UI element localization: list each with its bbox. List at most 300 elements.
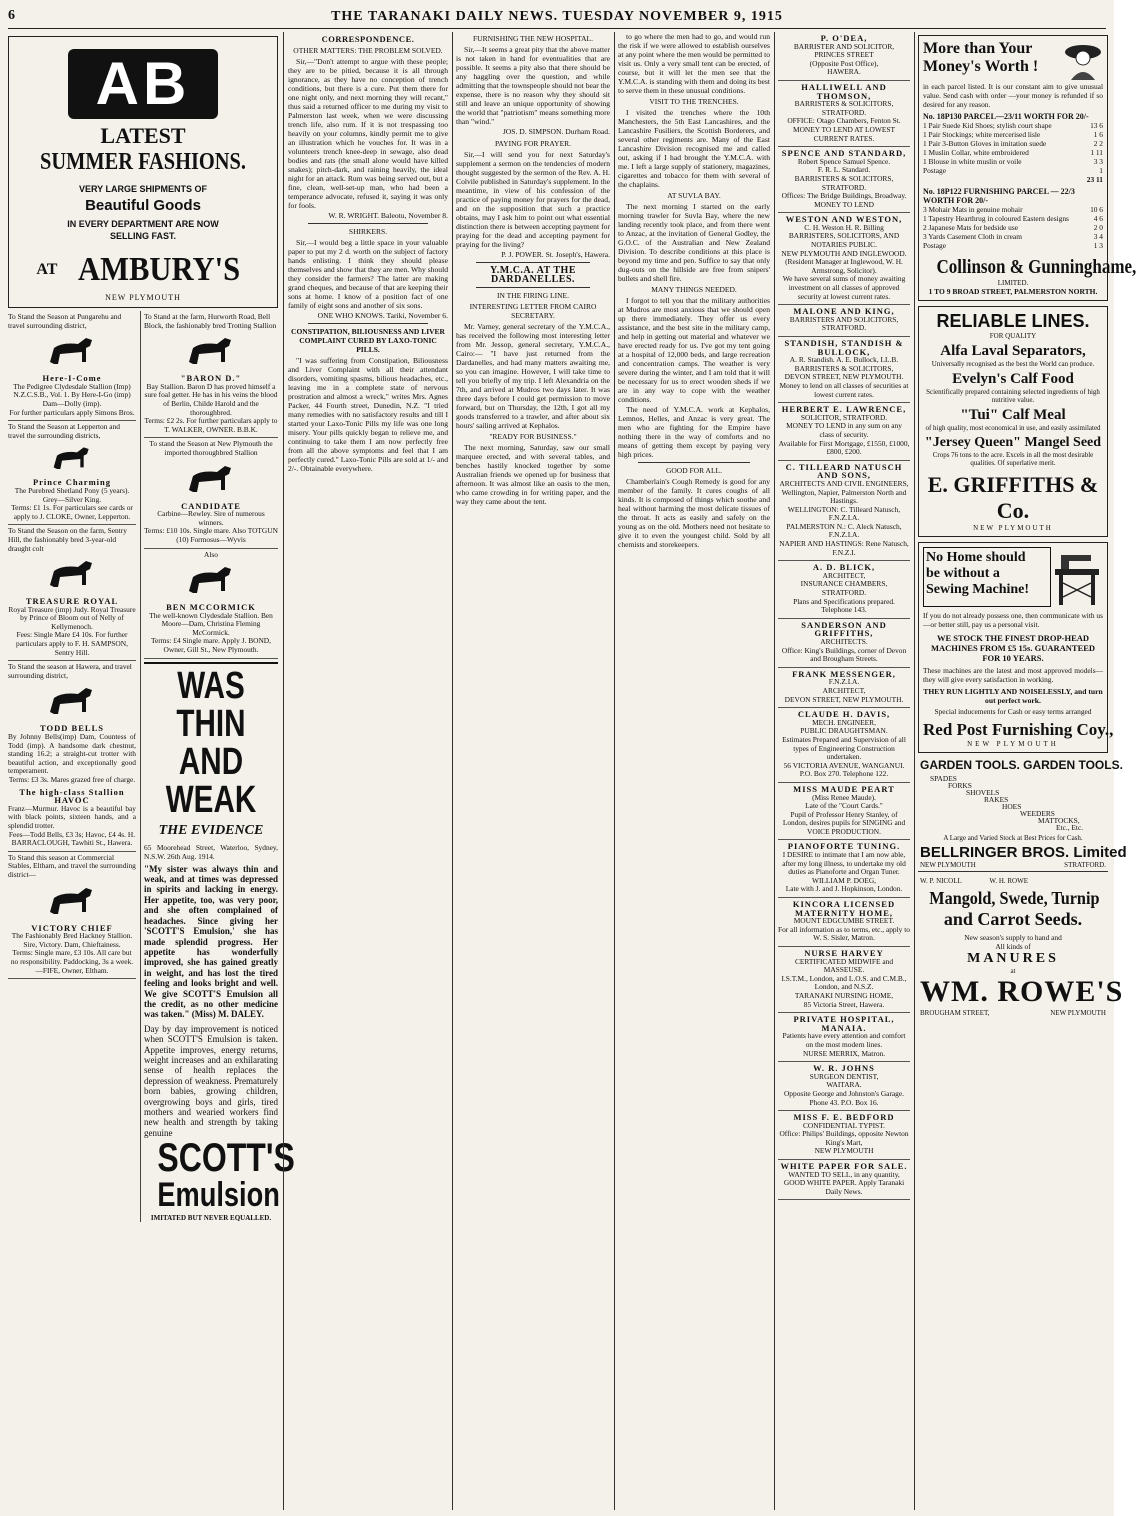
column-rule bbox=[283, 32, 284, 1510]
stallion-desc: The Pedigree Clydesdale Stallion (Imp) N.Z.C.S.B., Vol. 1. By Here-I-Go (imp) Dam—Dolly (imp). bbox=[13, 381, 131, 408]
product-jersey-queen: "Jersey Queen" Mangel Seed bbox=[924, 435, 1102, 450]
card-line: DEVON STREET, NEW PLYMOUTH. bbox=[784, 372, 904, 382]
ambury-at: AT bbox=[36, 261, 58, 278]
article-body: I forgot to tell you that the military authorities at Mudros are most anxious that we should open up there immediately. They offer us every assistance, and the best site in the military camp, and help in getting out material and whatever we have erected ready for us. I've got my tent going at a hospital of 12,000 beds, and large recreation and concentration camps. The weather is very severe during the winter, and I am told that it will be necessary for us to erect wooden sheds if we are in any way to cope with the weather conditions. bbox=[618, 296, 770, 404]
professional-card bbox=[778, 1160, 910, 1200]
professional-card bbox=[778, 783, 910, 841]
card-line: STRATFORD. bbox=[821, 323, 867, 333]
professional-card bbox=[778, 213, 910, 305]
stallion-intro: To Stand the Season at Lepperton and travel the surrounding districts, bbox=[8, 422, 120, 440]
bellringer-stock: A Large and Varied Stock at Best Prices for Cash. bbox=[943, 834, 1083, 842]
tools-list bbox=[920, 774, 1106, 834]
bellringer-town1: NEW PLYMOUTH bbox=[920, 861, 976, 869]
divider bbox=[476, 287, 590, 288]
professional-card bbox=[778, 81, 910, 147]
parcel-item bbox=[923, 148, 1103, 157]
horse-icon bbox=[181, 460, 241, 500]
professional-card bbox=[778, 32, 910, 81]
card-line: Plans and Specifications prepared. bbox=[793, 596, 895, 606]
letter-body: Sir,—I will send you for next Saturday's supplement a sermon on the tendencies of modern thought suggested by the sermon of the Rev. A. H. Colvile published in Saturday's supplement. In the meantime, in view of his confession of the practice of paying money for prayers for the dead, and on the supposition that such a practice obtains, may I ask him to point out what essential distinction there is between accepting payment for praying for the dead and accepting payment for praying for the living? bbox=[456, 150, 610, 249]
card-line: Money to lend on all classes of securities at lowest current rates. bbox=[779, 380, 909, 399]
column-adverts bbox=[918, 32, 1136, 1510]
redpost-headline3: Sewing Machine! bbox=[926, 582, 1030, 597]
advert-subheading: CONSTIPATION, BILIOUSNESS AND LIVER COMPLAINT CURED BY LAXO-TONIC PILLS. bbox=[291, 327, 445, 354]
scotts-evidence: THE EVIDENCE bbox=[158, 822, 264, 838]
redpost-headline1: No Home should bbox=[926, 550, 1026, 565]
rowe-headline1: Mangold, Swede, Turnip bbox=[929, 888, 1100, 908]
article-body: I visited the trenches where the 10th Manchesters, the 5th East Lancashires, and the Lancashire Fusiliers, the Scottish Borderers, and several other regiments are. Many of the East Lancashire Division recognised me and called out, asking if I had brought the Y.M.C.A. with me. I left a large supply of stationery, magazines, cigarettes and tobacco for them with several of the chaplains. bbox=[618, 108, 770, 189]
card-line: MONEY TO LEND in any sum on any class of security. bbox=[786, 421, 902, 439]
letter-signature: ONE WHO KNOWS. Tariki, November 6. bbox=[317, 311, 448, 320]
card-line: BARRISTERS, SOLICITORS, AND bbox=[788, 231, 900, 241]
card-line: (Miss Renee Maude). bbox=[812, 792, 876, 802]
redpost-desc: These machines are the latest and most approved models—they will give every satisfaction in working. bbox=[923, 666, 1103, 684]
bellringer-towns bbox=[920, 861, 1106, 869]
card-line: 85 Victoria Street, Hawera. bbox=[803, 999, 885, 1009]
bellringer-town2: STRATFORD. bbox=[1064, 861, 1106, 869]
scotts-testimonial: "My sister was always thin and weak, and at times was depressed in spirits and lacking in energy. Her appetite, too, was very poor, and she often complained of headaches. Since giving her 'SCOTT'S Emulsion,' she has made splendid progress. Her appetite has wonderfully improved, she has gained greatly in weight, and has lost the tired feeling and looks bright and well. We give SCOTT'S Emulsion all the credit, as no other medicine was taken." (Miss) M. DALEY. bbox=[144, 863, 278, 1020]
collinson-advert bbox=[918, 35, 1136, 301]
product-desc: Scientifically prepared containing selected ingredients of high nutritive value. bbox=[926, 388, 1100, 404]
professional-card bbox=[778, 1062, 910, 1111]
parcel1-title: No. 18P130 PARCEL—23/11 WORTH FOR 20/- bbox=[923, 112, 1089, 121]
professional-card bbox=[778, 840, 910, 898]
griffiths-quality: FOR QUALITY bbox=[989, 332, 1037, 340]
stallion-desc: The Purebred Shetland Pony (5 years). Grey—Silver King. bbox=[14, 485, 130, 504]
letter-subheading: PAYING FOR PRAYER. bbox=[494, 139, 572, 148]
redpost-header bbox=[923, 547, 1103, 607]
stallion-card bbox=[144, 438, 278, 548]
card-line: Patients have every attention and comfort on the most modern lines. bbox=[782, 1031, 906, 1049]
bellringer-advert bbox=[918, 756, 1127, 872]
collinson-name: Collinson & Gunninghame, bbox=[936, 256, 1136, 278]
card-line: WANTED TO SELL, in any quantity, GOOD WHITE PAPER. Apply Taranaki Daily News. bbox=[783, 1169, 905, 1196]
letter-subheading: SHIRKERS. bbox=[348, 227, 388, 236]
card-line: BARRISTERS & SOLICITORS, bbox=[794, 99, 894, 109]
lady-portrait-icon bbox=[1063, 40, 1103, 80]
parcel-item bbox=[923, 166, 1103, 175]
column-correspondence bbox=[288, 32, 448, 1510]
stallion-intro: To Stand the season at Hawera, and travel surrounding district, bbox=[8, 662, 132, 680]
pony-icon bbox=[47, 442, 97, 476]
stallion-desc: By Johnny Bells(imp) Dam, Countess of Todd (imp). A handsome dark chestnut, standing 16.2; a straight-cut trotter with beautiful action, and exceptionally good temperament. bbox=[8, 732, 136, 776]
card-name: A. D. BLICK, bbox=[812, 562, 876, 573]
article-body: The next morning I started on the early morning trawler for Suvla Bay, where the new landing recently took place, and from there went to Anzac, at the invitation of General Godley, the G.O.C. of the Australian and New Zealand Division. To describe conditions at this place is beyond my time and pen. Suffice to say that only dug-outs on the hillside are free from snipers' bullets and shell fire. bbox=[618, 202, 770, 283]
parcel-item-text: 3 Mohair Mats in genuine mohair bbox=[923, 205, 1023, 214]
newspaper-title: THE TARANAKI DAILY NEWS. TUESDAY NOVEMBER 9, 1915 bbox=[331, 9, 783, 24]
card-line: STRATFORD. bbox=[821, 107, 867, 117]
stallion-col-left bbox=[8, 311, 136, 1222]
card-line: MONEY TO LEND bbox=[814, 199, 874, 209]
card-name: NURSE HARVEY bbox=[804, 948, 884, 958]
letter-body: Sir,—"Don't attempt to argue with these people; they are to be pitied, because it is all through ignorance, as they have no conception of trench conditions, but there is a cure. Put them there for one night only, and next morning they will recant," thus said a returned officer to me during my visit to Palmerston last week, when we were discussing trench life, also rum. If it is not trespassing too heavily on your columns, kindly permit me to give an illustration which he vouches for. It was in a volunteers trench knee-deep in sewage, also dead bodies and rats (the small alone would have killed snakes); pitch-dark, and raining heavily, the ideal night for an attack. Rum was being served out, but a fine, clean, well-set-up man, who had been a temperance advocate, refused it, saying it was only for fools. bbox=[288, 57, 448, 210]
stallion-card bbox=[8, 525, 136, 661]
card-line: I DESIRE to intimate that I am now able, after my long illness, to undertake my old duties as Pianoforte and Organ Tuner. bbox=[782, 850, 906, 877]
card-name: SANDERSON AND GRIFFITHS, bbox=[801, 619, 887, 639]
card-line: PRINCES STREET bbox=[814, 50, 874, 60]
rowe-address bbox=[920, 1009, 1106, 1017]
letter-signature: W. R. WRIGHT. Baleotu, November 8. bbox=[328, 211, 448, 220]
stallion-footer: Fees: Single Mare £4 10s. For further particulars apply to F. H. SAMPSON, Sentry Hill. bbox=[16, 630, 128, 657]
article-body: The need of Y.M.C.A. work at Kephalos, Lemnos, Helles, and Anzac is very great. The men who are fighting for the Empire have nothing there in the way of comforts and no means of getting them except by paying very high prices. bbox=[618, 405, 770, 459]
card-line: MOUNT EDGCUMBE STREET. bbox=[793, 916, 895, 926]
column-rule bbox=[614, 32, 615, 1510]
griffiths-advert bbox=[918, 306, 1108, 537]
parcel-item bbox=[923, 232, 1103, 241]
stallion-footer: Terms: £3 3s. Mares grazed free of charge. bbox=[8, 775, 136, 784]
parcel-item-text: Postage bbox=[923, 166, 946, 175]
card-line: F. R. L. Standard. bbox=[817, 165, 871, 175]
ambury-line4: SELLING FAST. bbox=[109, 231, 176, 241]
rowe-at: at bbox=[1010, 967, 1016, 975]
rowe-town: NEW PLYMOUTH bbox=[1050, 1009, 1106, 1017]
parcel-item-price: 1 bbox=[1099, 166, 1103, 175]
card-name: STANDISH, STANDISH & BULLOCK, bbox=[784, 338, 904, 357]
professional-card bbox=[778, 668, 910, 708]
parcel-item-text: 3 Yards Casement Cloth in cream bbox=[923, 232, 1022, 241]
stallion-footer: Terms: £4 Single mare. Apply J. BOND, Owner, Gill St., New Plymouth. bbox=[151, 636, 271, 655]
horse-icon bbox=[181, 561, 241, 601]
card-name: PIANOFORTE TUNING. bbox=[787, 841, 901, 852]
product-desc: Crops 76 tons to the acre. Excels in all the most desirable qualities. Of superlative merit. bbox=[932, 451, 1094, 467]
article-subheading: VISIT TO THE TRENCHES. bbox=[649, 97, 739, 106]
stallion-card bbox=[144, 549, 278, 659]
redpost-special: Special inducements for Cash or easy terms arranged bbox=[934, 707, 1092, 716]
professional-card bbox=[778, 147, 910, 213]
stallion-grid bbox=[8, 311, 295, 1223]
parcel-item-text: 1 Pair 3-Button Gloves in imitation suede bbox=[923, 139, 1047, 148]
ambury-line2: Beautiful Goods bbox=[85, 197, 201, 214]
stallion-card bbox=[8, 661, 136, 852]
parcel-item bbox=[923, 241, 1103, 250]
product-tui-calf-meal: "Tui" Calf Meal bbox=[960, 407, 1066, 423]
tool-item: HOES bbox=[1002, 802, 1022, 811]
column-professional-cards bbox=[778, 32, 910, 1510]
card-line: CONFIDENTIAL TYPIST. bbox=[803, 1120, 885, 1130]
ambury-line3: IN EVERY DEPARTMENT ARE NOW bbox=[67, 219, 219, 229]
rowe-names: W. P. NICOLL W. H. ROWE bbox=[920, 877, 1028, 885]
griffiths-name: E. GRIFFITHS & Co. bbox=[927, 472, 1099, 523]
product-alfa-laval: Alfa Laval Separators, bbox=[940, 343, 1086, 359]
article-body: The next morning, Saturday, saw our small marquee erected, and with several tables, and benches hastily knocked together by some Australian friends we opened up for business that afternoon. It was almost like an oasis to the men, who came crowding in for writing paper, and the way they came about the tent. bbox=[456, 443, 610, 506]
stallion-footer: Terms: £1 1s. For particulars see cards or apply to J. CLOKE, Owner, Lepperton. bbox=[11, 503, 133, 521]
professional-card bbox=[778, 337, 910, 403]
letter-subheading: FURNISHING THE NEW HOSPITAL. bbox=[473, 34, 593, 43]
letter-body: Sir,—It seems a great pity that the above matter is not taken in hand for eventualities that are possible. It seems a pity also that there should be any haggling over the question, and while admitting that the townspeople should not bear the expense, there is no reason why they should sit still and leave an unique opportunity of showing the world that "patriotism" means something more than "wind." bbox=[456, 45, 610, 126]
parcel-item-price: 3 3 bbox=[1093, 157, 1103, 166]
letter-signature: P. J. POWER. St. Joseph's, Hawera. bbox=[501, 250, 610, 259]
griffiths-town: NEW PLYMOUTH bbox=[973, 524, 1053, 532]
rowe-advert bbox=[918, 875, 1124, 1019]
collinson-headline1: More than Your bbox=[923, 40, 1033, 57]
card-line: TARANAKI NURSING HOME, bbox=[794, 990, 894, 1000]
stallion-intro: To stand the Season at New Plymouth the imported thoroughbred Stallion bbox=[149, 439, 273, 457]
parcel-item-price: 1 11 bbox=[1090, 148, 1103, 157]
card-line: Available for First Mortgage, £1550, £1000, £800, £200. bbox=[778, 438, 910, 457]
parcel-item bbox=[923, 130, 1103, 139]
ab-logo: AB bbox=[68, 49, 218, 119]
stallion-col-right bbox=[140, 311, 295, 1223]
horse-icon bbox=[42, 555, 102, 595]
advert-subheading: GOOD FOR ALL. bbox=[665, 466, 723, 475]
professional-card bbox=[778, 619, 910, 668]
ymca-heading: Y.M.C.A. AT THE DARDANELLES. bbox=[489, 265, 577, 285]
card-line: NURSE MERRIX, Matron. bbox=[802, 1048, 886, 1058]
card-line: C. H. Weston H. R. Billing bbox=[804, 222, 884, 232]
redpost-town: NEW PLYMOUTH bbox=[967, 740, 1059, 748]
horse-icon bbox=[42, 332, 102, 372]
article-subheading: MANY THINGS NEEDED. bbox=[651, 285, 737, 294]
stallion-footer: Terms: Single mare, £3 10s. All care but no responsibility. Paddocking, 3s a week. —FIFE, Owner, Eltham. bbox=[10, 948, 134, 975]
scotts-tagline: IMITATED BUT NEVER EQUALLED. bbox=[150, 1214, 272, 1223]
stallion-intro: Also bbox=[204, 549, 218, 559]
parcel-item-price: 4 6 bbox=[1093, 214, 1103, 223]
parcel-item-price: 2 2 bbox=[1093, 139, 1103, 148]
scotts-brand1: SCOTT'S bbox=[157, 1136, 295, 1181]
card-line: CERTIFICATED MIDWIFE and MASSEUSE. bbox=[794, 956, 894, 975]
divider bbox=[308, 323, 428, 324]
collinson-intro: in each parcel listed. It is our constant aim to give unusual value. Send cash with order —your money is refunded if so desired for any reason. bbox=[923, 82, 1103, 109]
card-name: FRANK MESSENGER, bbox=[792, 668, 896, 679]
ambury-town: NEW PLYMOUTH bbox=[105, 293, 181, 302]
card-line: Phone 43. P.O. Box 16. bbox=[809, 1097, 879, 1107]
card-line: Pupil of Professor Henry Stanley, of London, desires pupils for SINGING and VOICE PRODUCTION. bbox=[782, 809, 906, 836]
stallion-name: Prince Charming bbox=[32, 477, 112, 488]
stallion-name: CANDIDATE bbox=[181, 500, 241, 511]
stallion-name: TODD BELLS bbox=[40, 723, 104, 734]
stallion-desc: The Fashionably Bred Hackney Stallion. Sire, Victory. Dam, Chieftainess. bbox=[11, 931, 133, 949]
tool-item: MATTOCKS, bbox=[1038, 816, 1080, 825]
divider bbox=[308, 223, 428, 224]
collinson-limited: LIMITED. bbox=[997, 279, 1029, 287]
card-line: OFFICE: Otago Chambers, Fenton St. bbox=[787, 116, 901, 126]
scotts-body: Day by day improvement is noticed when SCOTT'S Emulsion is taken. Appetite improves, energy returns, weight increases and an exhilarating sense of health replaces the depression of weakness. Prematurely born babies, growing children, overgrowing boys and girls, tired mothers and wearied workers find new health and strength by taking genuine bbox=[144, 1023, 278, 1138]
stallion-card bbox=[8, 852, 136, 979]
parcel-item-text: 1 Blouse in white muslin or voile bbox=[923, 157, 1022, 166]
professional-card bbox=[778, 947, 910, 1013]
stallion-intro: To Stand at the farm, Hurworth Road, Bell Block, the fashionably bred Trotting Stallion bbox=[144, 312, 277, 330]
stallion-name: TREASURE ROYAL bbox=[25, 596, 119, 607]
card-line: BARRISTERS & SOLICITORS, bbox=[794, 173, 894, 183]
card-line: NOTARIES PUBLIC. bbox=[811, 240, 877, 250]
card-name: P. O'DEA, bbox=[820, 33, 868, 43]
ambury-advert bbox=[8, 36, 278, 308]
parcel-item-price: 1 6 bbox=[1093, 130, 1103, 139]
stallion-intro: To Stand this season at Commercial Stables, Eltham, and travel the surrounding district— bbox=[8, 852, 136, 879]
collinson-header bbox=[923, 40, 1103, 80]
parcel-item-price: 3 4 bbox=[1093, 232, 1103, 241]
tool-item: SPADES bbox=[930, 774, 957, 783]
card-line: Office: King's Buildings, corner of Devon and Brougham Streets. bbox=[781, 645, 907, 664]
card-line: A. R. Standish. A. E. Bullock, LL.B. bbox=[789, 355, 899, 365]
card-name: WESTON AND WESTON, bbox=[785, 214, 903, 225]
card-line: Late of the "Court Cards." bbox=[805, 801, 883, 811]
rowe-supply: New season's supply to hand and bbox=[964, 933, 1062, 942]
professional-card bbox=[778, 403, 910, 461]
professional-card bbox=[778, 561, 910, 619]
professional-card bbox=[778, 1111, 910, 1160]
ambury-line1: VERY LARGE SHIPMENTS OF bbox=[78, 184, 208, 194]
stallion-footer: Terms: £2 2s. For further particulars apply to T. WALKER, OWNER. B.B.K. bbox=[144, 416, 278, 434]
horse-icon bbox=[42, 882, 102, 922]
parcel-item bbox=[923, 214, 1103, 223]
rowe-street: BROUGHAM STREET, bbox=[920, 1009, 990, 1017]
ambury-name-row bbox=[15, 251, 271, 289]
stallion-name: Here-I-Come bbox=[42, 373, 102, 384]
parcel2-list bbox=[923, 205, 1103, 250]
card-name: W. R. JOHNS bbox=[813, 1063, 875, 1074]
parcel-item bbox=[923, 139, 1103, 148]
card-name: KINCORA LICENSED MATERNITY HOME, bbox=[792, 899, 896, 918]
parcel-item-price: 13 6 bbox=[1090, 121, 1103, 130]
stallion-name: BEN MCCORMICK bbox=[166, 602, 256, 613]
card-line: NEW PLYMOUTH AND INGLEWOOD. bbox=[781, 248, 907, 258]
redpost-advert bbox=[918, 542, 1114, 753]
letter-signature: JOS. D. SIMPSON. Durham Road. bbox=[502, 127, 610, 136]
tool-item: RAKES bbox=[984, 795, 1009, 804]
column-rule bbox=[452, 32, 453, 1510]
article-subheading: "READY FOR BUSINESS." bbox=[489, 432, 577, 441]
stallion-footer: Fees—Todd Bells, £3 3s; Havoc, £4 4s. H. BARRACLOUGH, Tawhiti St., Hawera. bbox=[8, 829, 136, 848]
scotts-brand2: Emulsion bbox=[157, 1176, 280, 1215]
stallion-desc: Royal Treasure (imp) Judy. Royal Treasure by Prince of Bloom out of Nelly of Kellymenoch. bbox=[8, 604, 136, 631]
card-line: ARCHITECTS. bbox=[820, 637, 868, 646]
advert-body: Chamberlain's Cough Remedy is good for any member of the family. It cures coughs of all kinds. It is composed of things which soothe and heal without harming the most delicate tissues of the throat. It acts as easily and safely on the young as on the old. Mothers need not hesitate to give it to even the youngest child. Sold by all chemists and storekeepers. bbox=[618, 477, 770, 549]
page-number: 6 bbox=[8, 8, 16, 23]
product-evelyns-calf-food: Evelyn's Calf Food bbox=[952, 371, 1074, 387]
card-line: For all information as to terms, etc., apply to W. S. Sisler, Matron. bbox=[778, 924, 910, 943]
card-line: Telephone 143. bbox=[821, 605, 867, 615]
parcel-item-text: 1 Muslin Collar, white embroidered bbox=[923, 148, 1029, 157]
card-name: C. TILLEARD NATUSCH AND SONS, bbox=[785, 461, 903, 481]
card-line: NAPIER AND HASTINGS: Rene Natusch, F.N.Z.I. bbox=[779, 539, 909, 557]
rowe-headline2: and Carrot Seeds. bbox=[943, 909, 1083, 929]
stallion-intro: To Stand the Season on the farm, Sentry Hill, the fashionably bred 3-year-old draught colt bbox=[8, 526, 127, 553]
bellringer-headline: GARDEN TOOLS. GARDEN TOOLS. bbox=[920, 758, 1123, 772]
stallion-intro: To Stand the Season at Pungarehu and travel surrounding district, bbox=[8, 312, 122, 330]
article-body: to go where the men had to go, and would run the risk if we were allowed to establish ourselves at any point where the men would be permitted to visit us. Only a very small tent can be erected, of course, but it will let the men see that the Y.M.C.A. is standing with them and doing its best to serve them in these unusual conditions. bbox=[618, 32, 770, 95]
card-line: We have several sums of money awaiting investment on all classes of approved security at lowest current rates. bbox=[782, 274, 906, 301]
parcel-item-text: Postage bbox=[923, 241, 946, 250]
column-1 bbox=[8, 32, 295, 1510]
ambury-headline1: LATEST bbox=[100, 123, 186, 148]
stallion-desc: Bay Stallion. Baron D has proved himself a sure foal getter. He has in his veins the blood of Berlin, Childe Harold and the thoroughbred. bbox=[144, 381, 278, 417]
parcel-item bbox=[923, 121, 1103, 130]
stallion-card bbox=[8, 311, 136, 421]
stallion-intro: The high-class Stallion bbox=[19, 786, 125, 797]
bellringer-name: BELLRINGER BROS. Limited bbox=[920, 844, 1127, 861]
letter-body: Sir,—I would beg a little space in your valuable paper to put my 2 d. worth on the subject of factory hands enlisting. I think they should please themselves and show that they are men. Why should they consider the farmers? The latter are making grand cheques, and because of that are keeping their sons at home. I know of a position fact of one family of eight sons and another of six sons. bbox=[288, 238, 448, 310]
card-name: MISS MAUDE PEART bbox=[793, 783, 895, 794]
card-name: MISS F. E. BEDFORD bbox=[793, 1112, 895, 1123]
card-line: INSURANCE CHAMBERS, STRATFORD. bbox=[800, 579, 888, 598]
masthead bbox=[8, 6, 1106, 29]
ymca-subheading: INTERESTING LETTER FROM CAIRO SECRETARY. bbox=[469, 302, 597, 320]
scotts-address: 65 Moorehead Street, Waterloo, Sydney, N.S.W. 26th Aug. 1914. bbox=[144, 842, 278, 861]
card-line: Estimates Prepared and Supervision of all types of Engineering Construction undertaken. bbox=[782, 734, 906, 762]
parcel-item-text: 2 Japanese Mats for bedside use bbox=[923, 223, 1019, 232]
parcel-item bbox=[923, 223, 1103, 232]
card-line: DEVON STREET, NEW PLYMOUTH. bbox=[784, 694, 904, 704]
card-line: WILLIAM P. DOEG, bbox=[811, 875, 877, 885]
card-line: P.O. Box 270. Telephone 122. bbox=[799, 769, 889, 779]
tool-item: Etc., Etc. bbox=[1056, 823, 1084, 832]
divider bbox=[638, 462, 750, 463]
card-name: CLAUDE H. DAVIS, bbox=[797, 709, 891, 720]
card-line: (Resident Manager at Inglewood, W. H. Armstrong, Solicitor). bbox=[785, 257, 903, 275]
stallion-name: HAVOC bbox=[54, 795, 90, 806]
card-line: SURGEON DENTIST, bbox=[809, 1071, 879, 1081]
column-rule bbox=[774, 32, 775, 1510]
sewing-machine-icon bbox=[1051, 547, 1103, 607]
card-line: SOLICITOR, STRATFORD. bbox=[800, 412, 888, 422]
redpost-stock: WE STOCK THE FINEST DROP-HEAD MACHINES FROM £5 15s. GUARANTEED FOR 10 YEARS. bbox=[930, 633, 1096, 663]
rowe-manures: MANURES bbox=[967, 951, 1059, 966]
card-line: ARCHITECTS AND CIVIL ENGINEERS, bbox=[779, 478, 909, 488]
parcel2-title: No. 18P122 FURNISHING PARCEL — 22/3 WORTH FOR 20/- bbox=[923, 187, 1075, 205]
parcel-item-price: 2 0 bbox=[1093, 223, 1103, 232]
ambury-headline2: SUMMER FASHIONS. bbox=[40, 149, 246, 175]
card-name: MALONE AND KING, bbox=[793, 306, 895, 317]
stallion-card bbox=[8, 421, 136, 525]
card-line: Offices: The Bridge Buildings, Broadway. bbox=[781, 191, 907, 201]
card-line: STRATFORD. bbox=[821, 182, 867, 192]
collinson-address: 1 TO 9 BROAD STREET, PALMERSTON NORTH. bbox=[928, 287, 1098, 296]
card-line: ARCHITECT, bbox=[822, 685, 866, 695]
horse-icon bbox=[181, 332, 241, 372]
parcel-item-text: 1 Tapestry Hearthrug in coloured Eastern designs bbox=[923, 214, 1069, 223]
card-line: ARCHITECT, bbox=[822, 570, 866, 580]
redpost-intro: If you do not already possess one, then communicate with us—or better still, pay us a personal visit. bbox=[923, 611, 1104, 629]
product-desc: of high quality, most economical in use, and easily assimilated bbox=[925, 424, 1101, 432]
parcel-item-price: 10 6 bbox=[1090, 205, 1103, 214]
letter-subheading: OTHER MATTERS: THE PROBLEM SOLVED. bbox=[293, 46, 443, 55]
product-desc: Universally recognised as the best the World can produce. bbox=[931, 360, 1095, 368]
card-line: Office: Philips' Buildings, opposite Newton King's Mart, bbox=[779, 1129, 909, 1147]
parcel-item-price: 1 3 bbox=[1093, 241, 1103, 250]
redpost-name: Red Post Furnishing Coy., bbox=[923, 720, 1114, 739]
horse-icon bbox=[42, 682, 102, 722]
column-hospital-ymca bbox=[456, 32, 610, 1510]
card-line: Robert Spence Samuel Spence. bbox=[797, 156, 891, 166]
tool-item: WEEDERS bbox=[1020, 809, 1055, 818]
stallion-footer: Terms: £10 10s. Single mare. Also TOTGUN (10) Formosus—Wyvis bbox=[144, 526, 278, 544]
advert-body: "I was suffering from Constipation, Biliousness and Liver Complaint with all their attendant disorders, vomiting spasms, bilious headaches, etc., leaving me in a complete state of nervous prostration and almost a wreck," writes Mrs. Agnes Packer, 44 Fourth street, Dunedin, N.Z. "I tried many remedies with no satisfactory results and till I started your Laxo-Tonic Pills my life was one long misery. Your pills quickly began to relieve me, and continuing to take them I am now perfectly free from all the above symptoms and feel that I am perfectly cured." Laxo-Tonic Pills are sold at 1/- and 2/-. Obtainable everywhere. bbox=[288, 356, 448, 473]
card-line: I.S.T.M., London, and L.O.S. and C.M.B., London, and N.S.Z. bbox=[781, 973, 907, 992]
card-line: BARRISTERS AND SOLICITORS, bbox=[789, 314, 899, 324]
card-line: BARRISTERS & SOLICITORS, bbox=[794, 363, 894, 373]
ymca-subheading: IN THE FIRING LINE. bbox=[497, 291, 569, 300]
stallion-name: "BARON D." bbox=[180, 373, 242, 384]
stallion-desc: Carbine—Rewley. Sire of numerous winners. bbox=[157, 509, 265, 527]
parcel-item bbox=[923, 157, 1103, 166]
card-line: F.N.Z.I.A. bbox=[828, 677, 860, 687]
card-name: HALLIWELL AND THOMSON, bbox=[801, 81, 887, 101]
card-name: PRIVATE HOSPITAL, MANAIA. bbox=[793, 1014, 895, 1033]
rowe-allkinds: All kinds of bbox=[995, 942, 1031, 951]
card-list bbox=[778, 32, 910, 1200]
ambury-name: AMBURY'S bbox=[78, 251, 241, 288]
card-line: NEW PLYMOUTH bbox=[814, 1146, 874, 1156]
correspondence-heading: CORRESPONDENCE. bbox=[321, 34, 415, 44]
stallion-name: VICTORY CHIEF bbox=[31, 922, 113, 933]
griffiths-headline: RELIABLE LINES. bbox=[936, 311, 1090, 331]
card-line: 56 VICTORIA AVENUE, WANGANUI. bbox=[783, 760, 905, 770]
parcel-item-text: 1 Pair Suede Kid Shoes; stylish court shape bbox=[923, 121, 1052, 130]
parcel1-total: 23 11 bbox=[1086, 175, 1103, 184]
professional-card bbox=[778, 461, 910, 562]
card-line: PALMERSTON N.: C. Aleck Natusch, F.N.Z.I.A. bbox=[786, 521, 902, 540]
